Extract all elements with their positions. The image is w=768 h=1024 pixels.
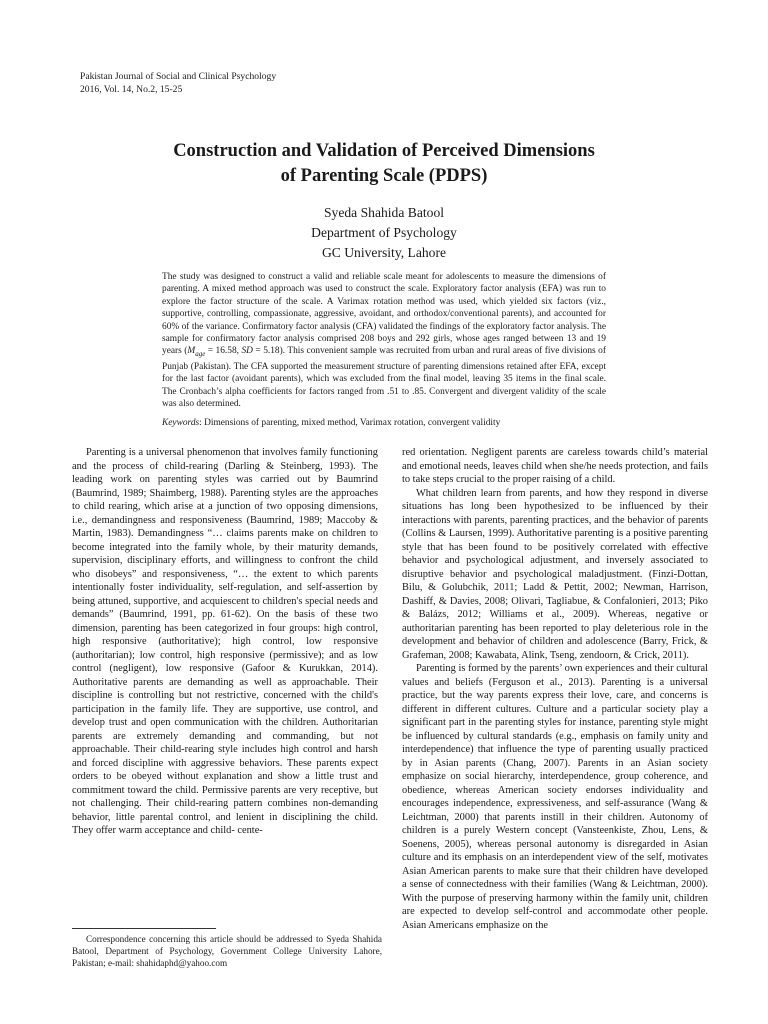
paper-title xyxy=(100,139,668,188)
keywords-label: Keywords xyxy=(162,418,200,428)
keywords xyxy=(162,417,606,429)
right-column xyxy=(402,446,708,932)
title-line-2: of Parenting Scale (PDPS) xyxy=(280,165,488,186)
journal-issue: 2016, Vol. 14, No.2, 15-25 xyxy=(80,83,183,95)
correspondence-footnote: Correspondence concerning this article should be addressed to Syeda Shahida Batool, Department of Psychology, Government College University Lahore, Pakistan; e-mail: shahidaphd@yahoo.com xyxy=(72,934,382,969)
body-paragraph: red orientation. Negligent parents are careless towards child’s material and emotional needs, leaves child when she/he needs protection, and fails to take steps crucial to the proper raising of a child. xyxy=(402,447,708,485)
mean-value: = 16.58, xyxy=(205,346,242,357)
title-line-1: Construction and Validation of Perceived Dimensions xyxy=(173,141,595,161)
journal-name: Pakistan Journal of Social and Clinical Psychology xyxy=(80,71,277,82)
sd-symbol: SD xyxy=(241,346,253,357)
author-university: GC University, Lahore xyxy=(321,245,447,260)
footnote-divider xyxy=(72,928,216,929)
mean-symbol: M xyxy=(187,346,196,357)
left-column xyxy=(72,446,378,838)
journal-header xyxy=(80,71,276,96)
abstract-text-1: The study was designed to construct a valid and reliable scale meant for adolescents to measure the dimensions of parenting. A mixed method approach was used to construct the scale. Exploratory factor analysis (EFA) was run to explore the factor structure of the scale. A Varimax rotation method was used, which yielded six factors (viz., supportive, controlling, compassionate, aggressive, avoidant, and orthodox/conventional parents), and accounted for 60% of the variance. Confirmatory factor analysis (CFA) validated the findings of the exploratory factor analysis. The sample for confirmatory factor analysis comprised 208 boys and 292 girls, whose ages ranged between 13 and 19 years ( xyxy=(162,272,606,357)
abstract xyxy=(162,271,606,410)
body-paragraph: Parenting is a universal phenomenon that involves family functioning and the process of child-rearing (Darling & Steinberg, 1993). The leading work on parenting styles was carried out by Baumrind (Baumrind, 1989; Shaimberg, 1988). Parenting styles are the approaches to child rearing, which arise at a junction of two opposing dimensions, i.e., demandingness and responsiveness (Baumrind, 1989; Maccoby & Martin, 1983). Demandingness “… claims parents make on children to become integrated into the family whole, by their maturity demands, supervision, disciplinary efforts, and willingness to confront the child who disobeys” and responsiveness, “… the extent to which parents intentionally foster individuality, self-regulation, and self-assertion by being attuned, supportive, and acquiescent to children's special needs and demands” (Baumrind, 1991, pp. 61-62). On the basis of these two dimension, parenting has been categorized in four groups: high control, high responsive (authoritative); high control, low responsive (authoritarian); low control, high responsive (permissive); and as low control (negligent), low responsive (Gafoor & Kurukkan, 2014). Authoritative parents are demanding as well as approachable. Their discipline is controlling but not restrictive, concerned with the child's participation in the family life. They are supportive, use control, and develop trust and open communication with the children. Authoritarian parents are extremely demanding and commanding, but not approachable. Their child-rearing style includes high control and harsh and forced discipline with aggressive behaviors. These parents expect orders to be obeyed without explanation and show a little trust and commitment toward the child. Permissive parents are very receptive, but not challenging. Their child-rearing pattern combines non-demanding behavior, little parental control, and lenient in disciplining the child. They offer warm acceptance and child- cente- xyxy=(72,447,378,836)
mean-subscript: age xyxy=(195,350,206,359)
body-paragraph: What children learn from parents, and how they respond in diverse situations has long been hypothesized to be influenced by their interactions with parents, parenting practices, and the behavior of parents (Collins & Laursen, 1999). Authoritative parenting is a positive parenting style that has been found to be positively correlated with effective behavior and psychological adjustment, and inversely associated to disruptive behavior and psychological maladjustment. (Finzi-Dottan, Bilu, & Golubchik, 2011; Ladd & Pettit, 2002; Newman, Harrison, Dashiff, & Davies, 2008; Olivari, Tagliabue, & Confalonieri, 2013; Piko & Balázs, 2012; Williams et al., 2009). Whereas, negative or authoritarian parenting has been reported to play deleterious role in the development and behavior of children and adolescence (Barry, Frick, & Grafeman, 2008; Kawabata, Alink, Tseng, zendoorn, & Crick, 2011). xyxy=(402,487,708,661)
author-name: Syeda Shahida Batool xyxy=(323,205,445,220)
abstract-text-2: = 5.18). This convenient sample was recruited from urban and rural areas of five divisions of Punjab (Pakistan). The CFA supported the measurement structure of parenting dimensions retained after EFA, except for the last factor (avoidant parents), which was excluded from the final model, leaving 35 items in the final scale. The Cronbach’s alpha coefficients for factors ranged from .51 to .85. Convergent and divergent validity of the scale was also determined. xyxy=(162,346,606,409)
author-block xyxy=(100,203,668,263)
author-department: Department of Psychology xyxy=(311,225,457,240)
body-paragraph: Parenting is formed by the parents’ own experiences and their cultural values and beliefs (Ferguson et al., 2013). Parenting is a universal practice, but the way parents express their love, care, and concerns is different in different cultures. Culture and a particular society play a significant part in the parenting styles for instance, parenting style might be influenced by cultural standards (e.g., emphasis on family unity and interdependence) that influence the type of parenting usually practiced by in Asian parents (Chang, 2007). Parents in an Asian society emphasize on social hierarchy, interdependence, group coherence, and obedience, whereas American society endorses individuality and encourages independence, expressiveness, and self-assurance (Wang & Leichtman, 2000) that parents instill in their children. Autonomy of children is a purely Western concept (Vansteenkiste, Zhou, Lens, & Soenens, 2005), whereas personal autonomy is disregarded in Asian culture and its emphasis on an interdependent view of the self, motivates Asian American parents to make sure that their children have developed a sense of connectedness with their families (Wang & Leichtman, 2000). With the purpose of preserving harmony within the family unit, children are expected to develop self-control and accommodate other people. Asian Americans emphasize on the xyxy=(402,663,708,931)
keywords-text: : Dimensions of parenting, mixed method, Varimax rotation, convergent validity xyxy=(199,418,501,428)
